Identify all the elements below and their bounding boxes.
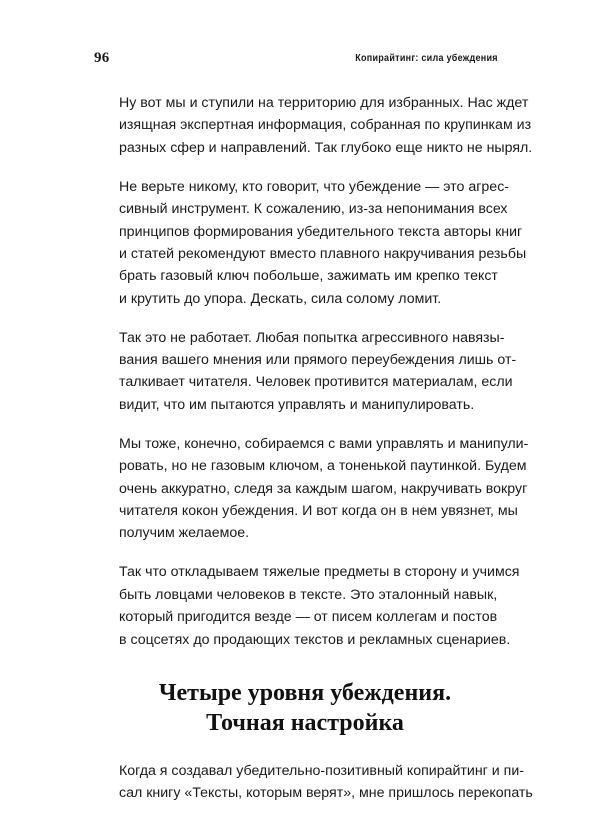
section-heading — [119, 678, 491, 738]
paragraph-6 — [119, 760, 533, 805]
text-line: сал книгу «Тексты, которым верят», мне пришлось перекопать — [119, 785, 533, 802]
paragraph-4 — [119, 433, 529, 545]
page-header — [94, 48, 498, 68]
paragraph-3 — [119, 327, 517, 417]
text-line: брать газовый ключ побольше, зажимать им крепко текст — [119, 268, 498, 285]
section-heading-line-1: Четыре уровня убеждения. — [158, 679, 452, 706]
text-line: видит, что им пытаются управлять и манипулировать. — [119, 396, 475, 413]
page-number: 96 — [94, 49, 110, 66]
page-body — [119, 92, 533, 821]
section-heading-line-2: Точная настройка — [206, 709, 404, 736]
text-line: получим желаемое. — [119, 525, 250, 542]
text-line: ровать, но не газовым ключом, а тоненькой паутинкой. Будем — [119, 458, 527, 475]
text-line: Не верьте никому, кто говорит, что убеждение — это агрес- — [119, 178, 510, 195]
running-head: Копирайтинг: сила убеждения — [355, 52, 498, 64]
text-line: принципов формирования убедительного текста авторы книг — [119, 223, 523, 240]
paragraph-5 — [119, 561, 520, 651]
text-line: который пригодится везде — от писем коллегам и постов — [119, 609, 498, 626]
text-line: Когда я создавал убедительно-позитивный копирайтинг и пи- — [119, 762, 524, 779]
text-line: и крутить до упора. Дескать, сила солому ломит. — [119, 290, 442, 307]
text-line: в соцсетях до продающих текстов и рекламных сценариев. — [119, 631, 511, 648]
text-line: и статей рекомендуют вместо плавного накручивания резьбы — [119, 245, 527, 262]
text-line: очень аккуратно, следя за каждым шагом, накручивать вокруг — [119, 480, 528, 497]
text-line: Так что откладываем тяжелые предметы в сторону и учимся — [119, 564, 520, 581]
text-line: изящная экспертная информация, собранная по крупинкам из — [119, 117, 532, 134]
paragraph-1 — [119, 92, 533, 159]
text-line: Так это не работает. Любая попытка агрессивного навязы- — [119, 329, 505, 346]
text-line: читателя кокон убеждения. И вот когда он в нем увязнет, мы — [119, 503, 518, 519]
text-line: быть ловцами человеков в тексте. Это эталонный навык, — [119, 586, 498, 603]
text-line: разных сфер и направлений. Так глубоко еще никто не нырял. — [119, 139, 533, 156]
text-line: талкивает читателя. Человек противится материалам, если — [119, 374, 513, 391]
text-line: вания вашего мнения или прямого переубеждения лишь от- — [119, 352, 517, 369]
text-line: Мы тоже, конечно, собираемся с вами управлять и манипули- — [119, 435, 529, 452]
text-line: сивный инструмент. К сожалению, из-за непонимания всех — [119, 201, 508, 218]
text-line: Ну вот мы и ступили на территорию для избранных. Нас ждет — [119, 95, 529, 111]
paragraph-2 — [119, 176, 527, 310]
